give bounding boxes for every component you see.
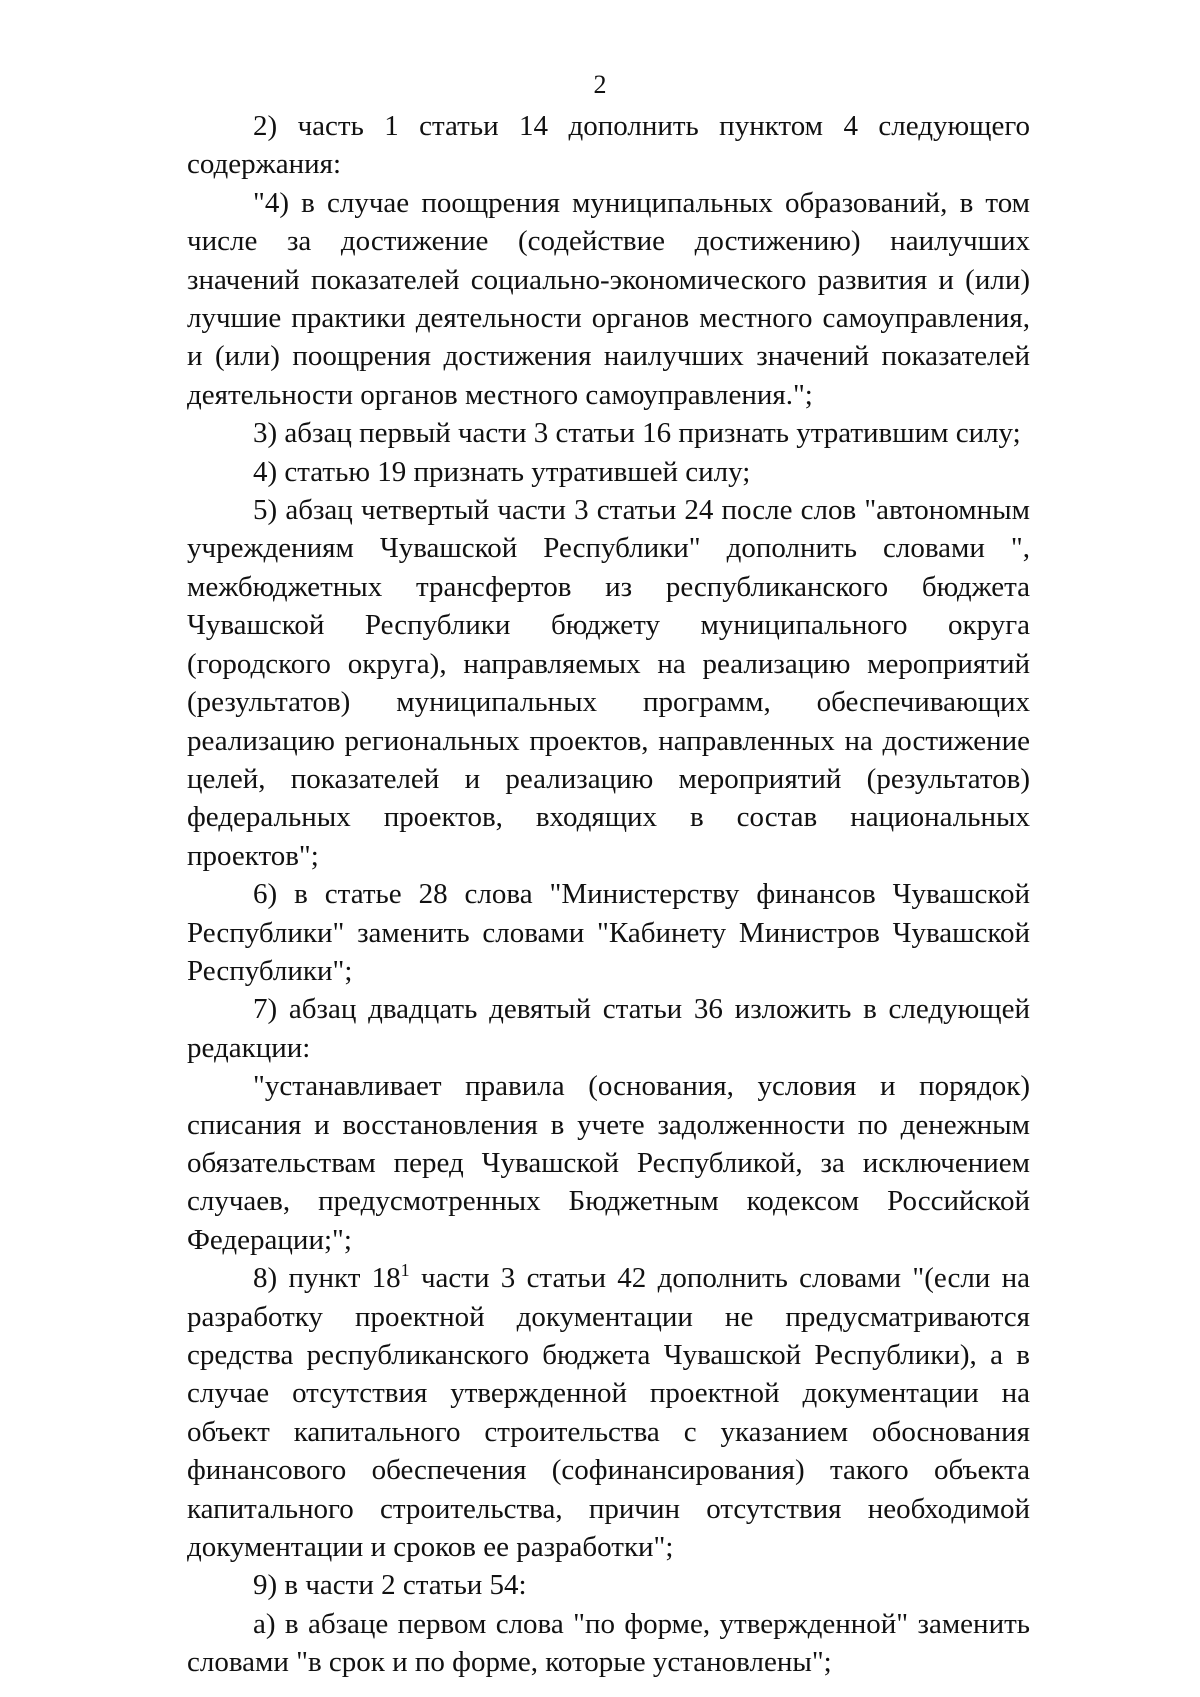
paragraph-item-8-start: 8) пункт 18: [253, 1262, 401, 1295]
page-number: 2: [593, 70, 607, 99]
document-body: [187, 107, 1030, 1682]
paragraph-quote-item-4: "4) в случае поощрения муниципальных образований, в том числе за достижение (содействие достижению) наилучших значений показателей социально-экономического развития и (или) лучшие практики деятельности органов местного самоуправления, и (или) поощрения достижения наилучших значений показателей деятельности органов местного самоуправления.";: [187, 186, 1030, 411]
paragraph-item-7: 7) абзац двадцать девятый статьи 36 изложить в следующей редакции:: [187, 993, 1030, 1064]
paragraph-item-2: 2) часть 1 статьи 14 дополнить пунктом 4 следующего содержания:: [187, 110, 1030, 181]
paragraph-item-5: 5) абзац четвертый части 3 статьи 24 после слов "автономным учреждениям Чувашской Республики" дополнить словами ", межбюджетных трансфертов из республиканского бюджета Чувашской Республики бюджету муниципального округа (городского округа), направляемых на реализацию мероприятий (результатов) муниципальных программ, обеспечивающих реализацию региональных проектов, направленных на достижение целей, показателей и реализацию мероприятий (результатов) федеральных проектов, входящих в состав национальных проектов";: [187, 494, 1030, 872]
paragraph-item-6: 6) в статье 28 слова "Министерству финансов Чувашской Республики" заменить словами "Кабинету Министров Чувашской Республики";: [187, 878, 1030, 987]
superscript-marker: 1: [400, 1260, 410, 1281]
paragraph-item-8: [187, 1259, 1030, 1566]
paragraph-quote-article-36: "устанавливает правила (основания, условия и порядок) списания и восстановления в учете задолженности по денежным обязательствам перед Чувашской Республикой, за исключением случаев, предусмотренных Бюджетным кодексом Российской Федерации;";: [187, 1070, 1030, 1256]
paragraph-item-8-rest: части 3 статьи 42 дополнить словами "(если на разработку проектной документации не предусматриваются средства республиканского бюджета Чувашской Республики), а в случае отсутствия утвержденной проектной документации на объект капитального строительства с указанием обоснования финансового обеспечения (софинансирования) такого объекта капитального строительства, причин отсутствия необходимой документации и сроков ее разработки";: [187, 1262, 1030, 1564]
paragraph-item-4: 4) статью 19 признать утратившей силу;: [253, 455, 751, 488]
paragraph-item-3: 3) абзац первый части 3 статьи 16 признать утратившим силу;: [253, 417, 1021, 450]
paragraph-item-9: 9) в части 2 статьи 54:: [253, 1569, 527, 1602]
paragraph-subitem-a: а) в абзаце первом слова "по форме, утвержденной" заменить словами "в срок и по форме, которые установлены";: [187, 1607, 1030, 1679]
